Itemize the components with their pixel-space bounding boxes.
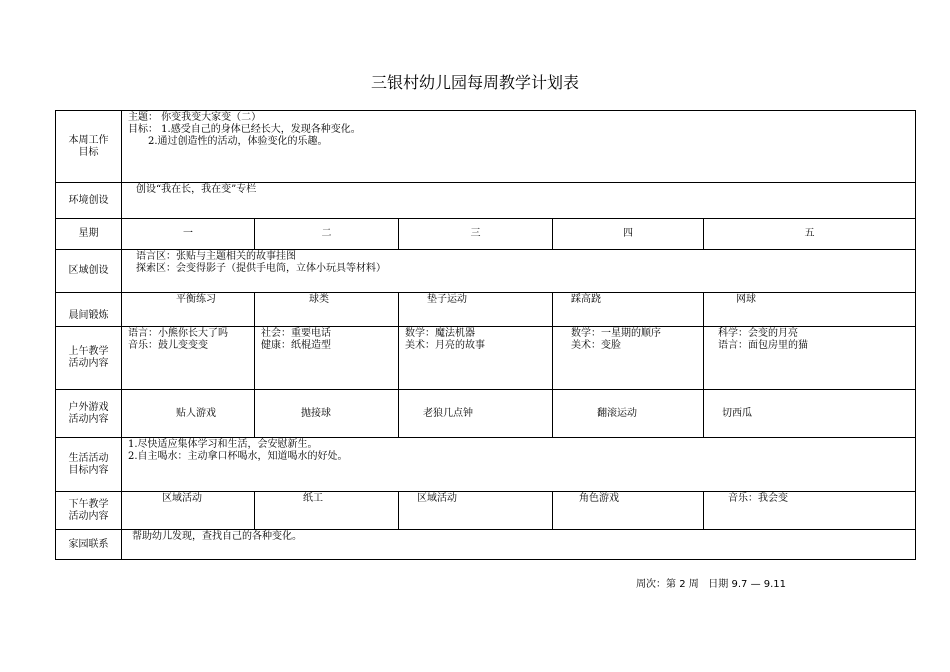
row-label-morning-teaching: 上午教学 活动内容 [56, 327, 122, 390]
weekday-3: 三 [399, 219, 553, 250]
row-weekday [56, 219, 916, 250]
morning-exercise-2: 球类 [255, 293, 399, 327]
morning-exercise-4: 踩高跷 [553, 293, 704, 327]
weekday-2: 二 [255, 219, 399, 250]
morning-teaching-3: 数学：魔法机器 美术：月亮的故事 [399, 327, 553, 390]
row-label-goals: 本周工作 目标 [56, 111, 122, 183]
date-label: 日期 [708, 579, 729, 590]
morning-exercise-5: 网球 [704, 293, 916, 327]
morning-teaching-1: 语言：小熊你长大了吗 音乐：鼓儿变变变 [122, 327, 255, 390]
row-label-morning-exercise: 晨间锻炼 [56, 293, 122, 327]
life-goals-content [122, 438, 916, 492]
home-contact-content: 帮助幼儿发现，查找自己的各种变化。 [122, 530, 916, 560]
weekday-4: 四 [553, 219, 704, 250]
outdoor-game-5: 切西瓜 [704, 390, 916, 438]
outdoor-game-1: 贴人游戏 [122, 390, 255, 438]
weekday-1: 一 [122, 219, 255, 250]
morning-exercise-1: 平衡练习 [122, 293, 255, 327]
outdoor-game-2: 抛接球 [255, 390, 399, 438]
row-label-life-goals: 生活活动 目标内容 [56, 438, 122, 492]
row-outdoor-games [56, 390, 916, 438]
theme-line: 主题： 你变我变大家变（二） [128, 112, 262, 123]
morning-teaching-5: 科学：会变的月亮 语言：面包房里的猫 [704, 327, 916, 390]
morning-exercise-3: 垫子运动 [399, 293, 553, 327]
row-morning-exercise [56, 293, 916, 327]
row-label-area: 区域创设 [56, 250, 122, 293]
row-label-environment: 环境创设 [56, 183, 122, 219]
footer-week-date [636, 575, 786, 590]
weekday-5: 五 [704, 219, 916, 250]
area-line-1: 语言区：张贴与主题相关的故事挂图 [136, 251, 296, 262]
row-environment [56, 183, 916, 219]
week-unit: 周 [688, 579, 699, 590]
goal-line-1: 目标： 1.感受自己的身体已经长大，发现各种变化。 [128, 124, 361, 135]
afternoon-teaching-1: 区域活动 [122, 492, 255, 530]
row-life-goals [56, 438, 916, 492]
row-label-outdoor-games: 户外游戏 活动内容 [56, 390, 122, 438]
morning-teaching-2: 社会：重要电话 健康：纸棍造型 [255, 327, 399, 390]
afternoon-teaching-5: 音乐：我会变 [704, 492, 916, 530]
weekly-plan-table [55, 110, 916, 560]
life-goal-line-2: 2.自主喝水：主动拿口杯喝水，知道喝水的好处。 [128, 451, 348, 462]
morning-teaching-4: 数学：一星期的顺序 美术：变脸 [553, 327, 704, 390]
page-title: 三银村幼儿园每周教学计划表 [370, 73, 579, 92]
outdoor-game-3: 老狼几点钟 [399, 390, 553, 438]
row-goals [56, 111, 916, 183]
area-content [122, 250, 916, 293]
row-label-weekday: 星期 [56, 219, 122, 250]
outdoor-game-4: 翻滚运动 [553, 390, 704, 438]
row-label-afternoon-teaching: 下午教学 活动内容 [56, 492, 122, 530]
life-goal-line-1: 1.尽快适应集体学习和生活，会安慰新生。 [128, 439, 318, 450]
environment-content: 创设“我在长，我在变”专栏 [122, 183, 916, 219]
week-number: 2 [679, 579, 686, 590]
date-range: 9.7 — 9.11 [731, 579, 787, 590]
row-afternoon-teaching [56, 492, 916, 530]
row-area [56, 250, 916, 293]
row-label-home-contact: 家园联系 [56, 530, 122, 560]
afternoon-teaching-4: 角色游戏 [553, 492, 704, 530]
area-line-2: 探索区：会变得影子（提供手电筒，立体小玩具等材料） [136, 263, 386, 274]
afternoon-teaching-2: 纸工 [255, 492, 399, 530]
week-label: 周次：第 [636, 579, 676, 590]
row-home-contact [56, 530, 916, 560]
goal-line-2: 2.通过创造性的活动，体验变化的乐趣。 [148, 136, 328, 147]
row-morning-teaching [56, 327, 916, 390]
goals-content [122, 111, 916, 183]
afternoon-teaching-3: 区域活动 [399, 492, 553, 530]
